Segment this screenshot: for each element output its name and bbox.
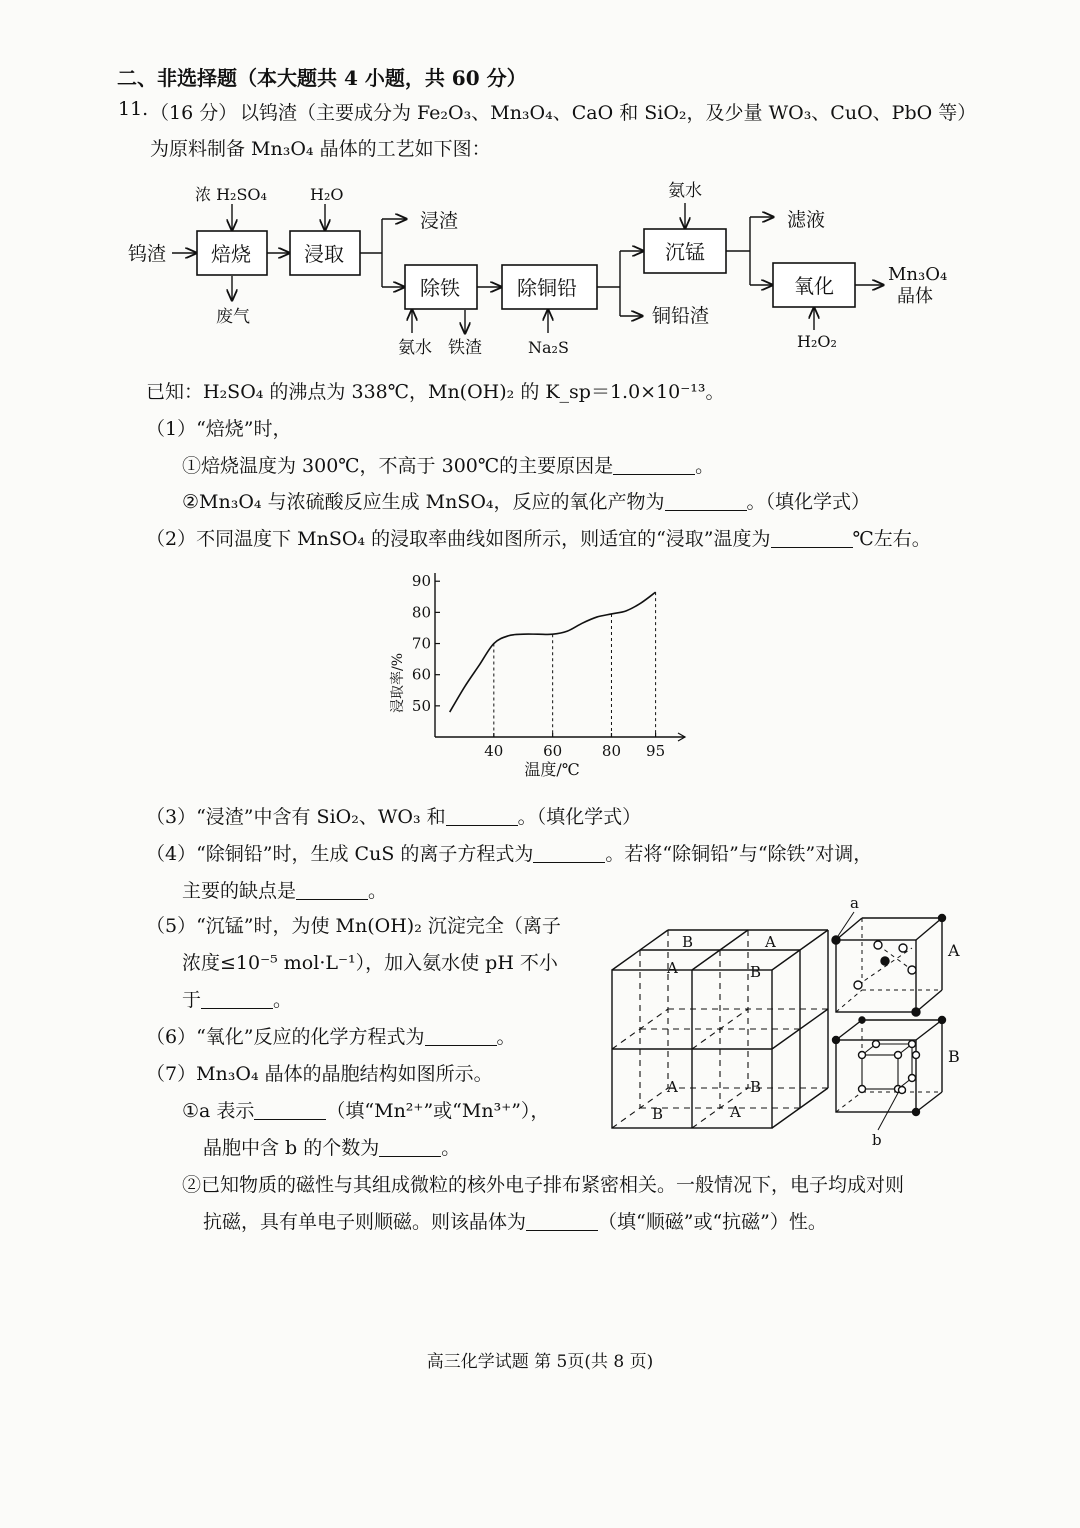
part2: （2）不同温度下 MnSO₄ 的浸取率曲线如图所示，则适宜的“浸取”温度为 ℃左右。: [146, 528, 931, 550]
big-cube-label-2: A: [765, 933, 776, 951]
answer-blank-7b[interactable]: [379, 1137, 441, 1157]
atom-b: [899, 1087, 906, 1094]
section-title: 二、非选择题（本大题共 4 小题，共 60 分）: [117, 66, 527, 90]
chart-x-tick-label: 80: [601, 742, 622, 760]
atom-b: [874, 941, 882, 949]
atom-b: [859, 1052, 866, 1059]
answer-blank-3[interactable]: [446, 806, 518, 826]
atom-corner: [833, 1037, 840, 1044]
flow-fe-residue: 铁渣: [448, 338, 482, 358]
flow-cupb-residue: 铜铅渣: [652, 305, 710, 327]
label-roast: 焙烧: [211, 242, 251, 266]
atom-a-corner: [832, 936, 840, 944]
question-intro-line2: 为原料制备 Mn₃O₄ 晶体的工艺如下图：: [150, 138, 491, 160]
label-remove-fe: 除铁: [420, 276, 460, 300]
flow-exhaust: 废气: [216, 307, 250, 327]
part5-b: 浓度≤10⁻⁵ mol·L⁻¹），加入氨水使 pH 不小: [182, 952, 558, 974]
answer-blank-5[interactable]: [201, 989, 273, 1009]
big-cube-label-3: A: [667, 959, 678, 977]
label-b: b: [872, 1131, 882, 1149]
flow-conc-h2so4: 浓 H₂SO₄: [195, 185, 267, 204]
question-intro-line1: 以钨渣（主要成分为 Fe₂O₃、Mn₃O₄、CaO 和 SiO₂，及少量 WO₃、CuO、PbO 等）: [240, 102, 977, 124]
chart-x-tick-label: 60: [543, 742, 563, 760]
part4-b: 主要的缺点是 。: [182, 880, 388, 902]
part7-c2: 抗磁，具有单电子则顺磁。则该晶体为 （填“顺磁”或“抗磁”）性。: [203, 1211, 827, 1233]
part7-b: 晶胞中含 b 的个数为 。: [203, 1137, 461, 1159]
part6: （6）“氧化”反应的化学方程式为 。: [146, 1026, 516, 1048]
atom-center: [881, 957, 889, 965]
label-a: a: [850, 894, 859, 912]
flow-leach-residue: 浸渣: [420, 210, 459, 232]
answer-blank-6[interactable]: [425, 1026, 497, 1046]
atom-b: [895, 1052, 902, 1059]
atom-b: [909, 1075, 916, 1082]
big-cube-label-6: B: [750, 1078, 762, 1096]
page-footer: 高三化学试题 第 5页(共 8 页): [426, 1352, 654, 1372]
chart-y-tick-label: 80: [411, 603, 431, 622]
flow-start: 钨渣: [128, 243, 167, 265]
answer-blank-1a[interactable]: [613, 455, 695, 475]
answer-blank-4b[interactable]: [296, 880, 368, 900]
atom-corner: [859, 1017, 865, 1023]
flow-ammonia-2: 氨水: [668, 181, 702, 201]
chart-y-tick-label: 70: [411, 634, 431, 653]
label-leach: 浸取: [304, 242, 344, 266]
question-points: （16 分）: [150, 102, 238, 124]
atom-b: [899, 944, 907, 952]
chart-y-tick-label: 50: [411, 696, 431, 715]
big-cube-label-4: B: [750, 963, 762, 981]
flow-ammonia-1: 氨水: [398, 338, 432, 358]
label-cell-A: A: [948, 941, 960, 960]
chart-ylabel: 浸取率/%: [390, 652, 406, 714]
part7-c1: ②已知物质的磁性与其组成微粒的核外电子排布紧密相关。一般情况下，电子均成对则: [182, 1174, 905, 1196]
atom-corner: [913, 1109, 920, 1116]
atom-b: [908, 966, 916, 974]
process-flow-diagram: [0, 0, 1080, 370]
atom-b: [859, 1086, 866, 1093]
label-oxidize: 氧化: [794, 274, 834, 298]
part7-a: ①a 表示 （填“Mn²⁺”或“Mn³⁺”），: [182, 1100, 550, 1122]
part7: （7）Mn₃O₄ 晶体的晶胞结构如图所示。: [146, 1063, 493, 1085]
flow-na2s: Na₂S: [528, 338, 569, 357]
question-number: 11.: [118, 98, 149, 120]
chart-xlabel: 温度/℃: [524, 760, 580, 779]
atom-b: [909, 1041, 916, 1048]
flow-product-line2: 晶体: [897, 286, 933, 307]
atom-corner: [939, 915, 946, 922]
flow-filtrate: 滤液: [787, 209, 826, 231]
part1-a: ①焙烧温度为 300℃，不高于 300℃的主要原因是 。: [182, 455, 715, 477]
part5-c: 于 。: [182, 989, 293, 1011]
atom-corner: [939, 1017, 946, 1024]
atom-b: [913, 1052, 920, 1059]
known-info: 已知：H₂SO₄ 的沸点为 338℃，Mn(OH)₂ 的 K_sp＝1.0×10⁻¹³。: [146, 381, 725, 403]
big-cube-label-1: B: [682, 933, 694, 951]
answer-blank-2[interactable]: [771, 528, 853, 548]
chart-y-tick-label: 90: [411, 572, 431, 591]
label-precip-mn: 沉锰: [665, 240, 705, 264]
chart-x-tick-label: 40: [484, 742, 504, 760]
answer-blank-4a[interactable]: [533, 843, 605, 863]
crystal-structure-figure: [600, 890, 980, 1152]
part3: （3）“浸渣”中含有 SiO₂、WO₃ 和 。（填化学式）: [146, 806, 642, 828]
answer-blank-7c[interactable]: [526, 1211, 598, 1231]
leach-rate-chart: [380, 565, 700, 785]
big-cube-label-5: A: [667, 1078, 678, 1096]
atom-b: [873, 1041, 880, 1048]
answer-blank-7a[interactable]: [254, 1100, 326, 1120]
big-cube-label-7: B: [652, 1105, 664, 1123]
part4: （4）“除铜铅”时，生成 CuS 的离子方程式为 。若将“除铜铅”与“除铁”对调，: [146, 843, 873, 865]
chart-y-tick-label: 60: [411, 665, 431, 684]
part5-a: （5）“沉锰”时，为使 Mn(OH)₂ 沉淀完全（离子: [146, 915, 561, 937]
answer-blank-1b[interactable]: [665, 491, 747, 511]
chart-x-tick-label: 95: [646, 742, 666, 760]
label-remove-cupb: 除铜铅: [517, 276, 577, 300]
flow-h2o: H₂O: [310, 185, 344, 204]
unit-cell-a: [836, 918, 942, 1012]
part1-b: ②Mn₃O₄ 与浓硫酸反应生成 MnSO₄，反应的氧化产物为 。（填化学式）: [182, 491, 871, 513]
part1-head: （1）“焙烧”时，: [146, 418, 292, 440]
atom-corner: [912, 1008, 920, 1016]
atom-b: [854, 981, 862, 989]
flow-h2o2: H₂O₂: [797, 332, 837, 351]
flow-product-line1: Mn₃O₄: [888, 264, 948, 285]
big-cube-label-8: A: [730, 1103, 741, 1121]
unit-cell-b: [836, 1020, 942, 1112]
chart-series-line: [450, 592, 656, 712]
label-cell-B: B: [948, 1047, 960, 1066]
